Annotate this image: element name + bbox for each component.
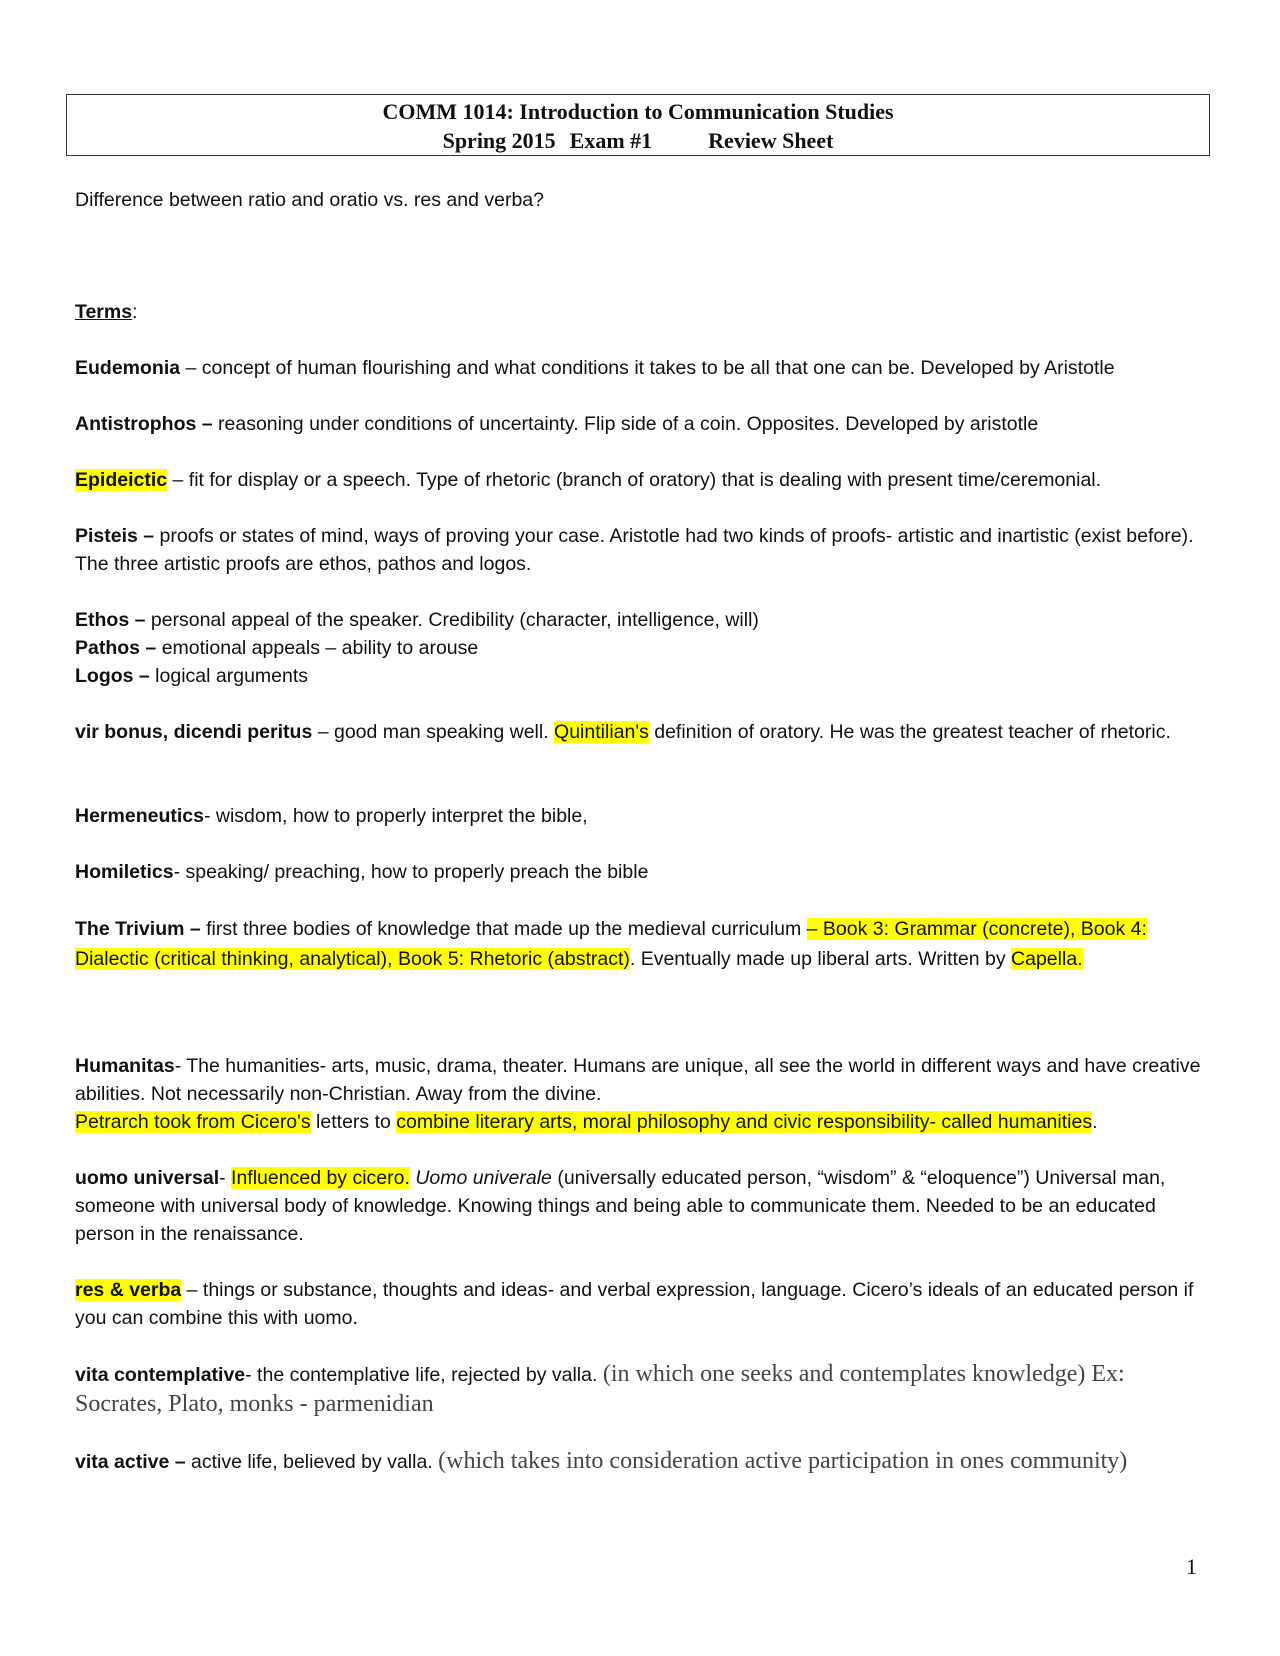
term-definition: logical arguments: [149, 665, 309, 687]
term-definition: – fit for display or a speech. Type of rhetoric (branch of oratory) that is dealing with present time/ceremonial.: [167, 469, 1102, 491]
term-definition: – things or substance, thoughts and ideas- and verbal expression, language. Cicero’s ideals of an educated person if you can combine this with uomo.: [75, 1279, 1194, 1329]
term-label: vita contemplative: [75, 1364, 246, 1386]
highlight: combine literary arts, moral philosophy and civic responsibility- called humanities: [396, 1111, 1093, 1133]
term-definition: reasoning under conditions of uncertainty. Flip side of a coin. Opposites. Developed by aristotle: [212, 413, 1039, 435]
term-definition: active life, believed by valla.: [185, 1451, 439, 1473]
term-hermeneutics: [75, 802, 1210, 830]
term-homiletics: [75, 858, 1210, 886]
term-definition: - the contemplative life, rejected by valla.: [245, 1364, 603, 1386]
term-ethos: [75, 606, 1210, 634]
terms-heading: Terms:: [75, 301, 138, 323]
term-res-verba: [75, 1276, 1210, 1332]
exam-number: Exam #1: [569, 128, 653, 153]
term-label: Ethos –: [75, 609, 146, 631]
term-label: uomo universal: [75, 1167, 220, 1189]
term-vita-active: [75, 1447, 1210, 1477]
highlight: Capella.: [1011, 948, 1083, 970]
term-label: res & verba: [75, 1279, 182, 1301]
term-label: Logos –: [75, 665, 150, 687]
term-definition: - The humanities- arts, music, drama, theater. Humans are unique, all see the world in different ways and have creative abilities. Not necessarily non-Christian. Away from the divine.: [75, 1055, 1201, 1105]
term-uomo-universal: uomo universal- Influenced by cicero. Uomo univerale (universally educated person, “wisdom” & “eloquence”) Universal man, someone with universal body of knowledge. Knowing things and being able to communicate them. Needed to be an educated person in the renaissance.: [75, 1167, 1166, 1245]
highlight: Influenced by cicero.: [231, 1167, 410, 1189]
term-definition: emotional appeals – ability to arouse: [156, 637, 479, 659]
handwritten-note: (in which one seeks and contemplates knowledge) Ex: Socrates, Plato, monks - parmenidian: [75, 1361, 1125, 1417]
term-label: Humanitas: [75, 1055, 175, 1077]
term-definition: personal appeal of the speaker. Credibility (character, intelligence, will): [145, 609, 759, 631]
term-vita-contemplative: [75, 1360, 1210, 1420]
term-definition: proofs or states of mind, ways of proving your case. Aristotle had two kinds of proofs- artistic and inartistic (exist before). The three artistic proofs are ethos, pathos and logos.: [75, 525, 1194, 575]
term-eudemonia: Eudemonia – concept of human flourishing and what conditions it takes to be all that one can be. Developed by Aristotle: [75, 357, 1115, 379]
term-label: vir bonus, dicendi peritus: [75, 721, 313, 743]
term-label: Antistrophos –: [75, 413, 213, 435]
handwritten-note: (which takes into consideration active participation in ones community): [438, 1448, 1128, 1474]
term-definition: (universally educated person, “wisdom” & “eloquence”) Universal man, someone with universal body of knowledge. Knowing things and being able to communicate them. Needed to be an educated person in the renaissance.: [75, 1167, 1166, 1245]
term-label: The Trivium –: [75, 918, 201, 940]
term-label: Epideictic: [75, 469, 168, 491]
term-label: vita active –: [75, 1451, 186, 1473]
course-title: COMM 1014: Introduction to Communication Studies: [382, 99, 894, 124]
semester: Spring 2015: [442, 128, 556, 153]
title-box: [66, 94, 1210, 156]
term-label: Pathos –: [75, 637, 157, 659]
term-epideictic: [75, 466, 1210, 494]
question-line: Difference between ratio and oratio vs. res and verba?: [75, 189, 544, 211]
term-trivium: The Trivium – first three bodies of knowledge that made up the medieval curriculum – Book 3: Grammar (concrete), Book 4: Dialectic (critical thinking, analytical), Book 5: Rhetoric (abstract). Eventually made up liberal arts. Written by Capella.: [75, 918, 1147, 970]
term-label: Pisteis –: [75, 525, 155, 547]
term-vir-bonus: vir bonus, dicendi peritus – good man speaking well. Quintilian's definition of oratory. He was the greatest teacher of rhetoric.: [75, 721, 1171, 743]
exam-subtitle: [67, 126, 1209, 155]
term-humanitas: Humanitas- The humanities- arts, music, drama, theater. Humans are unique, all see the world in different ways and have creative abilities. Not necessarily non-Christian. Away from the divine. Petrarch took from Cicero's letters to combine literary arts, moral philosophy and civic responsibility- called humanities.: [75, 1055, 1201, 1133]
term-pathos: [75, 634, 1210, 662]
term-label: Hermeneutics: [75, 805, 204, 827]
term-logos: [75, 662, 1210, 690]
term-definition: concept of human flourishing and what conditions it takes to be all that one can be. Developed by Aristotle: [201, 357, 1115, 379]
highlight: Quintilian's: [554, 721, 649, 743]
term-antistrophos: [75, 410, 1210, 438]
term-definition: - speaking/ preaching, how to properly preach the bible: [173, 861, 649, 883]
term-label: Eudemonia: [75, 357, 181, 379]
term-pisteis: [75, 522, 1210, 578]
term-label: Homiletics: [75, 861, 174, 883]
term-definition: - wisdom, how to properly interpret the bible,: [203, 805, 588, 827]
highlight: – Book 3: Grammar (concrete), Book 4: Dialectic (critical thinking, analytical), Book 5: Rhetoric (abstract): [75, 918, 1147, 970]
sheet-label: Review Sheet: [708, 128, 834, 153]
page-number: 1: [1186, 1554, 1197, 1579]
highlight: Petrarch took from Cicero's: [75, 1111, 311, 1133]
